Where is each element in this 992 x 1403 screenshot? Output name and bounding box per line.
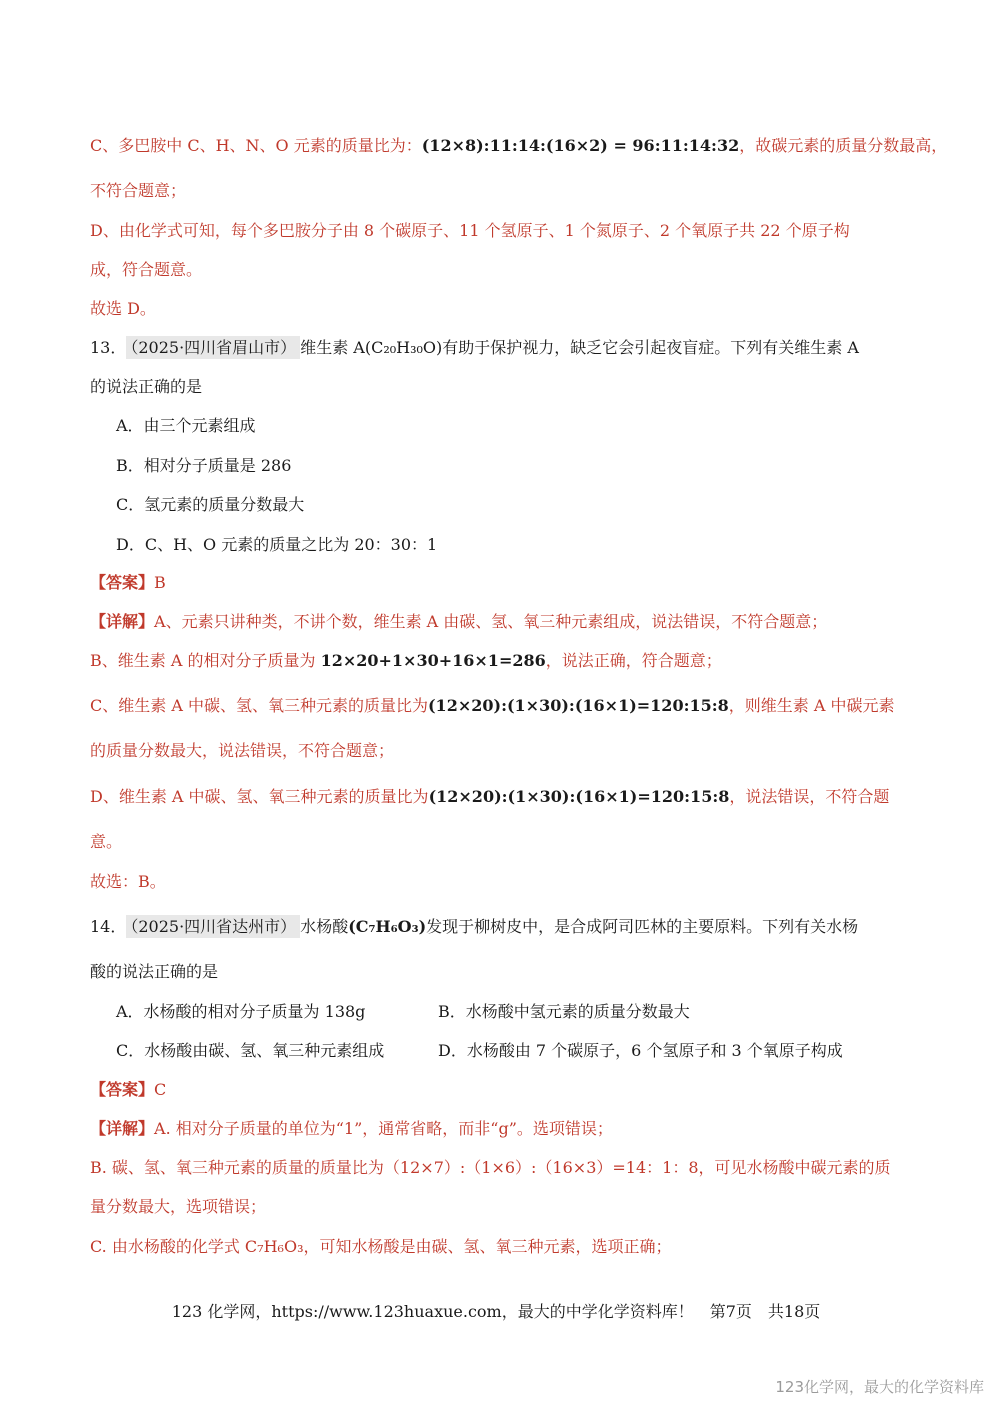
q12-option-d-explanation: D、由化学式可知，每个多巴胺分子由 8 个碳原子、11 个氢原子、1 个氮原子、2 个氧原子共 22 个原子构 — [90, 221, 850, 240]
watermark: 123化学网，最大的化学资料库 — [775, 1378, 984, 1396]
q14-detail-b: B. 碳、氢、氧三种元素的质量的质量比为（12×7）:（1×6）:（16×3）=14：1：8，可见水杨酸中碳元素的质 — [90, 1158, 891, 1177]
q13-stem: 13． （2025·四川省眉山市） 维生素 A(C₂₀H₃₀O)有助于保护视力，缺乏它会引起夜盲症。下列有关维生素 A — [90, 338, 859, 357]
q12-option-d-line2: 成，符合题意。 — [90, 260, 203, 279]
q12-selection: 故选 D。 — [90, 299, 156, 318]
mass-ratio-formula: (12×8):11:14:(16×2) = 96:11:14:32 — [421, 136, 740, 155]
q13-source-tag: （2025·四川省眉山市） — [126, 336, 300, 359]
q13-answer: 【答案】B — [90, 573, 166, 592]
q13-detail-a: 【详解】A、元素只讲种类，不讲个数，维生素 A 由碳、氢、氧三种元素组成，说法错误，不符合题意； — [90, 612, 828, 631]
salicylic-acid-formula: (C₇H₆O₃) — [348, 917, 427, 936]
answer-label: 【答案】 — [90, 573, 155, 592]
q14-detail-b-line2: 量分数最大，选项错误； — [90, 1197, 267, 1216]
q14-answer: 【答案】C — [90, 1080, 167, 1099]
q14-option-c: C．水杨酸由碳、氢、氧三种元素组成 — [116, 1041, 385, 1060]
page-footer: 123 化学网，https://www.123huaxue.com，最大的中学化学资料库！ 第7页 共18页 — [171, 1302, 821, 1321]
q14-option-b: B．水杨酸中氢元素的质量分数最大 — [438, 1002, 690, 1021]
q14-detail-a: 【详解】A. 相对分子质量的单位为“1”，通常省略，而非“g”。选项错误； — [90, 1119, 613, 1138]
q13-option-b: B．相对分子质量是 286 — [116, 456, 292, 475]
q14-detail-c: C. 由水杨酸的化学式 C₇H₆O₃，可知水杨酸是由碳、氢、氧三种元素，选项正确； — [90, 1237, 672, 1256]
q14-source-tag: （2025·四川省达州市） — [126, 915, 300, 938]
q13-option-c: C．氢元素的质量分数最大 — [116, 495, 305, 514]
q12-option-c-line2: 不符合题意； — [90, 181, 187, 200]
q14-option-d: D．水杨酸由 7 个碳原子，6 个氢原子和 3 个氧原子构成 — [438, 1041, 843, 1060]
q13-option-a: A．由三个元素组成 — [116, 416, 256, 435]
q13-selection: 故选：B。 — [90, 872, 166, 891]
q12-option-c-explanation: C、多巴胺中 C、H、N、O 元素的质量比为：(12×8):11:14:(16×2) = 96:11:14:32，故碳元素的质量分数最高， — [90, 136, 948, 155]
detail-label: 【详解】 — [90, 612, 155, 631]
q13-stem-line2: 的说法正确的是 — [90, 377, 203, 396]
q13-detail-c: C、维生素 A 中碳、氢、氧三种元素的质量比为(12×20):(1×30):(16×1)=120:15:8，则维生素 A 中碳元素 — [90, 696, 895, 715]
q13-detail-d: D、维生素 A 中碳、氢、氧三种元素的质量比为(12×20):(1×30):(16×1)=120:15:8，说法错误，不符合题 — [90, 787, 890, 806]
q13-detail-b: B、维生素 A 的相对分子质量为 12×20+1×30+16×1=286，说法正确，符合题意； — [90, 651, 722, 670]
q13-detail-d-line2: 意。 — [90, 832, 123, 851]
q13-option-d: D．C、H、O 元素的质量之比为 20：30：1 — [116, 535, 438, 554]
q13-detail-c-line2: 的质量分数最大，说法错误，不符合题意； — [90, 741, 395, 760]
q14-option-a: A．水杨酸的相对分子质量为 138g — [116, 1002, 366, 1021]
q14-stem: 14． （2025·四川省达州市） 水杨酸(C₇H₆O₃)发现于柳树皮中，是合成阿司匹林的主要原料。下列有关水杨 — [90, 917, 859, 936]
q14-stem-line2: 酸的说法正确的是 — [90, 962, 219, 981]
